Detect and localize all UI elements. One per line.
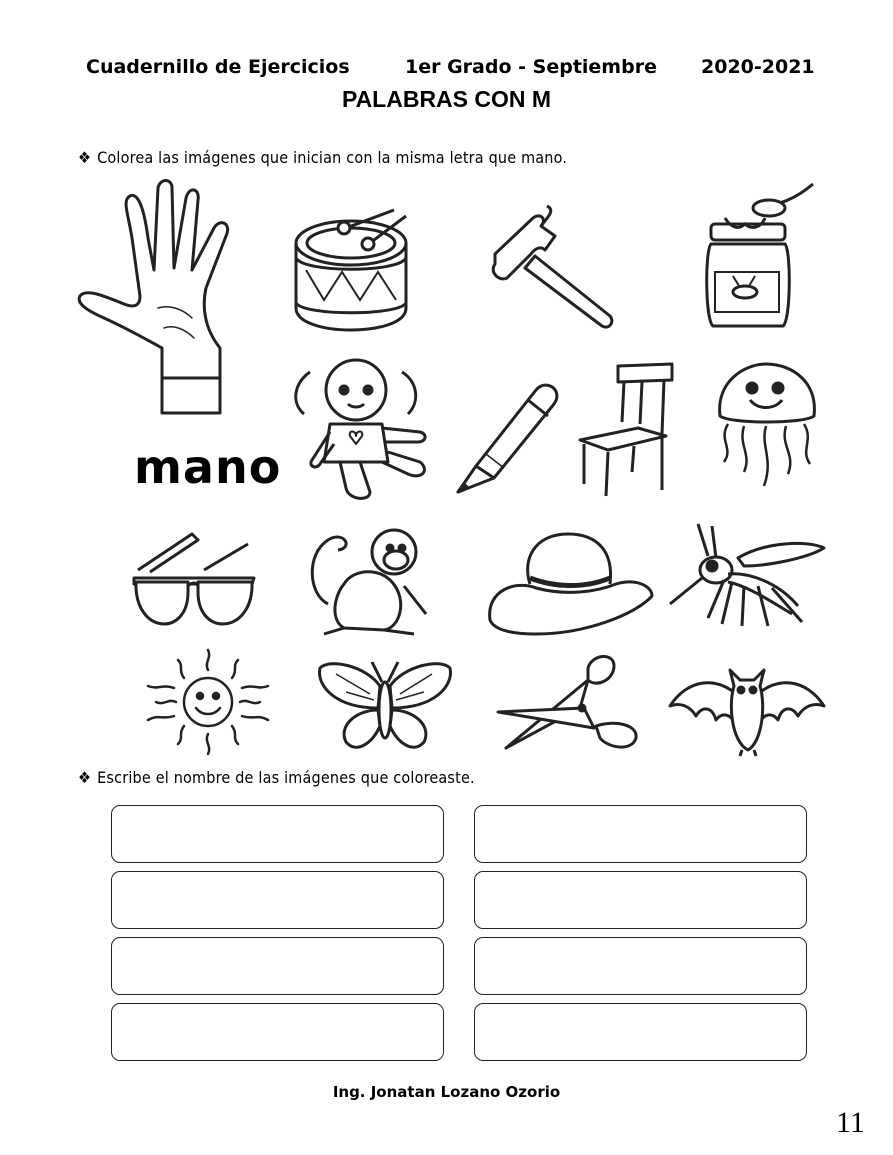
hat-icon[interactable] (486, 530, 654, 638)
mosquito-icon[interactable] (668, 522, 826, 630)
instruction-write-text: Escribe el nombre de las imágenes que coloreaste. (97, 768, 475, 787)
bullet-icon: ❖ (78, 148, 92, 167)
answer-box[interactable] (111, 805, 444, 863)
jellyfish-icon[interactable] (714, 362, 820, 494)
header-grade: 1er Grado - Septiembre (405, 56, 657, 78)
monkey-icon[interactable] (304, 524, 436, 640)
glasses-icon[interactable] (132, 524, 256, 636)
instruction-color-text: Colorea las imágenes que inician con la misma letra que mano. (97, 148, 568, 167)
answer-box[interactable] (111, 1003, 444, 1061)
scissors-icon[interactable] (496, 650, 644, 752)
bullet-icon: ❖ (78, 768, 92, 787)
chair-icon[interactable] (576, 362, 676, 500)
answer-box[interactable] (474, 1003, 807, 1061)
header-year: 2020-2021 (701, 56, 815, 78)
honey-jar-icon[interactable] (705, 180, 815, 332)
butterfly-icon[interactable] (316, 656, 454, 754)
pencil-icon[interactable] (456, 374, 566, 494)
sun-icon[interactable] (144, 650, 272, 754)
reference-word: mano (134, 440, 282, 494)
answer-box[interactable] (474, 805, 807, 863)
bat-icon[interactable] (668, 666, 826, 758)
page-number: 11 (836, 1106, 865, 1139)
instruction-color (78, 148, 567, 167)
answer-box[interactable] (474, 937, 807, 995)
answer-box[interactable] (474, 871, 807, 929)
answer-box[interactable] (111, 937, 444, 995)
hand-icon[interactable] (74, 178, 254, 423)
author-footer: Ing. Jonatan Lozano Ozorio (332, 1083, 561, 1101)
doll-icon[interactable] (290, 352, 435, 504)
instruction-write (78, 768, 475, 787)
drum-icon[interactable] (294, 208, 412, 334)
hammer-icon[interactable] (485, 206, 620, 331)
header-course: Cuadernillo de Ejercicios (86, 56, 350, 78)
answer-box[interactable] (111, 871, 444, 929)
page-title: PALABRAS CON M (341, 86, 552, 112)
